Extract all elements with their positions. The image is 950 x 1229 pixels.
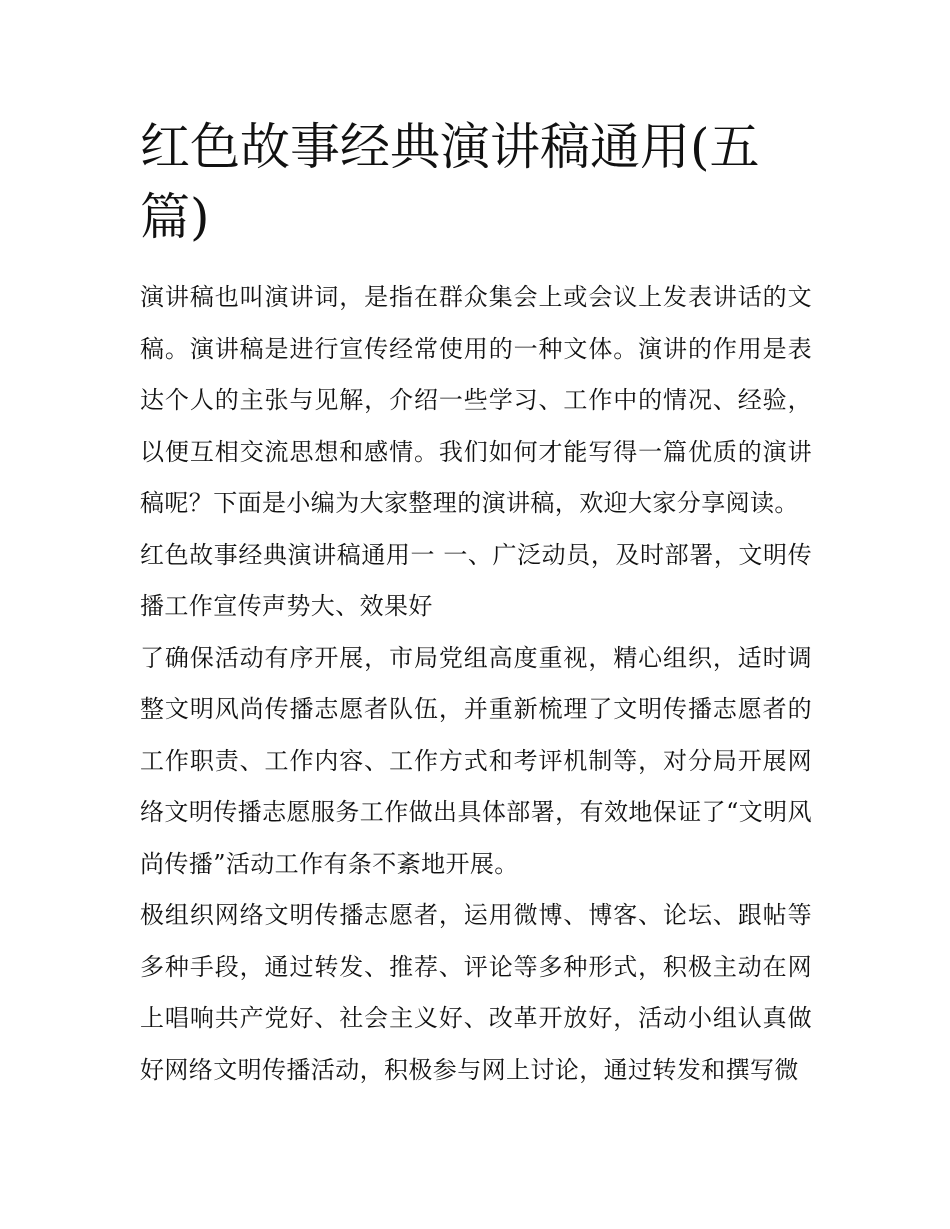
paragraph-intro: 演讲稿也叫演讲词，是指在群众集会上或会议上发表讲话的文稿。演讲稿是进行宣传经常使用的一种文体。演讲的作用是表达个人的主张与见解，介绍一些学习、工作中的情况、经验，以便互相交流思想和感情。我们如何才能写得一篇优质的演讲稿呢？下面是小编为大家整理的演讲稿，欢迎大家分享阅读。 [140, 283, 812, 517]
paragraph-organization: 了确保活动有序开展，市局党组高度重视，精心组织，适时调整文明风尚传播志愿者队伍，并重新梳理了文明传播志愿者的工作职责、工作内容、工作方式和考评机制等，对分局开展网络文明传播志愿服务工作做出具体部署，有效地保证了“文明风尚传播”活动工作有条不紊地开展。 [140, 643, 812, 878]
document-title: 红色故事经典演讲稿通用(五篇) [140, 118, 760, 246]
paragraph-network-volunteers: 极组织网络文明传播志愿者，运用微博、博客、论坛、跟帖等多种手段，通过转发、推荐、评论等多种形式，积极主动在网上唱响共产党好、社会主义好、改革开放好，活动小组认真做好网络文明传播活动，积极参与网上讨论，通过转发和撰写微 [140, 901, 812, 1084]
paragraph-section-heading: 红色故事经典演讲稿通用一 一、广泛动员，及时部署，文明传播工作宣传声势大、效果好 [140, 540, 812, 620]
document-body [140, 272, 812, 1096]
document-content [140, 112, 812, 1096]
